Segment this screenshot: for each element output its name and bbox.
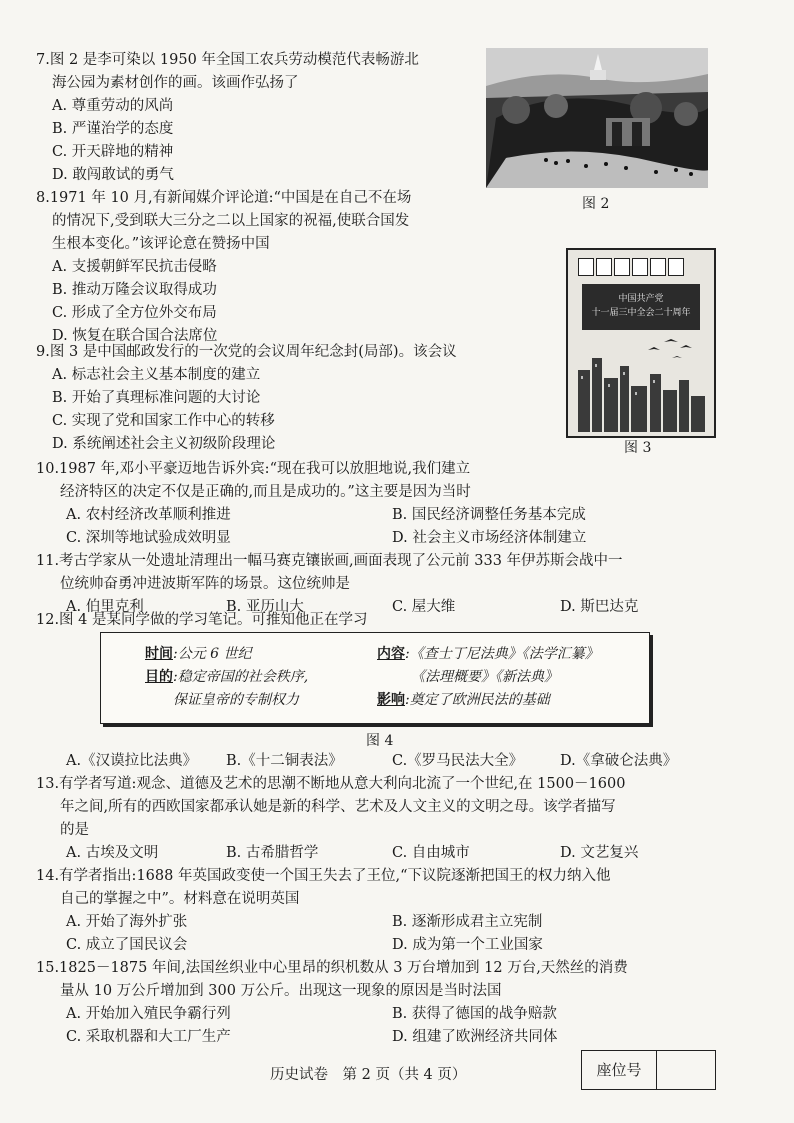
q10-option-c: C. 深圳等地试验成效明显: [66, 530, 231, 546]
q10-option-d: D. 社会主义市场经济体制建立: [392, 530, 587, 546]
q11-stem-line2: 位统帅奋勇冲进波斯军阵的场景。这位统帅是: [60, 576, 350, 592]
note-purpose-value-1: :稳定帝国的社会秩序,: [173, 669, 309, 685]
figure-3-caption: 图 3: [624, 440, 652, 456]
note-content: [377, 643, 599, 665]
q8-stem-line3: 生根本变化。”该评论意在赞扬中国: [52, 236, 270, 252]
q8-option-d: D. 恢复在联合国合法席位: [52, 328, 218, 344]
q9-option-c: C. 实现了党和国家工作中心的转移: [52, 413, 275, 429]
q9-option-b: B. 开始了真理标准问题的大讨论: [52, 390, 261, 406]
q10-stem-line1: 10.1987 年,邓小平豪迈地告诉外宾:“现在我可以放胆地说,我们建立: [36, 461, 471, 477]
q14-stem-line2: 自己的掌握之中”。材料意在说明英国: [60, 891, 300, 907]
q8-stem-line2: 的情况下,受到联大三分之二以上国家的祝福,使联合国发: [52, 213, 410, 229]
q7-option-c: C. 开天辟地的精神: [52, 144, 174, 160]
q14-option-b: B. 逐渐形成君主立宪制: [392, 914, 543, 930]
figure-4-study-note: [100, 632, 650, 724]
seat-number-box: [581, 1050, 716, 1090]
figure-4-caption: 图 4: [366, 733, 394, 749]
q7-option-b: B. 严谨治学的态度: [52, 121, 174, 137]
q15-stem-line1: 15.1825－1875 年间,法国丝织业中心里昂的织机数从 3 万台增加到 12 万台,天然丝的消费: [36, 960, 628, 976]
q15-option-c: C. 采取机器和大工厂生产: [66, 1029, 231, 1045]
q11-option-b: B. 亚历山大: [226, 599, 304, 615]
q13-stem-line3: 的是: [60, 822, 89, 838]
q14-option-c: C. 成立了国民议会: [66, 937, 188, 953]
q12-stem-line1: 12.图 4 是某同学做的学习笔记。可推知他正在学习: [36, 612, 368, 628]
banner-line-1: 中国共产党: [618, 294, 664, 304]
q7-option-a: A. 尊重劳动的风尚: [52, 98, 174, 114]
note-purpose: [145, 666, 308, 688]
note-purpose-label: 目的: [145, 669, 173, 685]
note-purpose-line2: 保证皇帝的专制权力: [173, 692, 299, 708]
q13-option-b: B. 古希腊哲学: [226, 845, 319, 861]
q8-option-c: C. 形成了全方位外交布局: [52, 305, 217, 321]
q12-option-b: B.《十二铜表法》: [226, 753, 343, 769]
q11-stem-line1: 11.考古学家从一处遗址清理出一幅马赛克镶嵌画,画面表现了公元前 333 年伊苏斯会战中一: [36, 553, 623, 569]
figure-2-caption: 图 2: [582, 196, 610, 212]
q11-option-a: A. 伯里克利: [66, 599, 144, 615]
q13-option-a: A. 古埃及文明: [66, 845, 159, 861]
note-time: [145, 643, 252, 665]
page-footer: 历史试卷 第 2 页（共 4 页）: [270, 1067, 467, 1083]
q13-option-d: D. 文艺复兴: [560, 845, 639, 861]
q9-option-a: A. 标志社会主义基本制度的建立: [52, 367, 261, 383]
banner-line-2: 十一届三中全会二十周年: [591, 308, 691, 318]
q13-stem-line2: 年之间,所有的西欧国家都承认她是新的科学、艺术及人文主义的文明之母。该学者描写: [60, 799, 616, 815]
note-content-line2: 《法理概要》《新法典》: [411, 669, 558, 685]
q12-option-a: A.《汉谟拉比法典》: [66, 753, 198, 769]
q15-option-d: D. 组建了欧洲经济共同体: [392, 1029, 558, 1045]
city-skyline-illustration: [568, 250, 714, 436]
q11-option-d: D. 斯巴达克: [560, 599, 639, 615]
q15-stem-line2: 量从 10 万公斤增加到 300 万公斤。出现这一现象的原因是当时法国: [60, 983, 502, 999]
figure-2-painting: [486, 48, 708, 188]
q10-option-b: B. 国民经济调整任务基本完成: [392, 507, 586, 523]
note-content-label: 内容: [377, 646, 405, 662]
q14-stem-line1: 14.有学者指出:1688 年英国政变使一个国王失去了王位,“下议院逐渐把国王的权力纳入他: [36, 868, 611, 884]
q9-stem-line1: 9.图 3 是中国邮政发行的一次党的会议周年纪念封(局部)。该会议: [36, 344, 457, 360]
note-time-label: 时间: [145, 646, 173, 662]
q15-option-b: B. 获得了德国的战争赔款: [392, 1006, 557, 1022]
q11-option-c: C. 屋大维: [392, 599, 456, 615]
seat-number-label: 座位号: [582, 1051, 657, 1089]
q7-stem-line2: 海公园为素材创作的画。该画作弘扬了: [52, 75, 299, 91]
figure-3-commemorative-cover: [566, 248, 716, 438]
q9-option-d: D. 系统阐述社会主义初级阶段理论: [52, 436, 276, 452]
q7-stem-line1: 7.图 2 是李可染以 1950 年全国工农兵劳动模范代表畅游北: [36, 52, 419, 68]
q8-option-a: A. 支援朝鲜军民抗击侵略: [52, 259, 217, 275]
q8-stem-line1: 8.1971 年 10 月,有新闻媒介评论道:“中国是在自己不在场: [36, 190, 412, 206]
q14-option-a: A. 开始了海外扩张: [66, 914, 188, 930]
q13-option-c: C. 自由城市: [392, 845, 470, 861]
q15-option-a: A. 开始加入殖民争霸行列: [66, 1006, 231, 1022]
q8-option-b: B. 推动万隆会议取得成功: [52, 282, 217, 298]
note-impact-label: 影响: [377, 692, 405, 708]
q12-option-d: D.《拿破仑法典》: [560, 753, 678, 769]
q7-option-d: D. 敢闯敢试的勇气: [52, 167, 174, 183]
q10-stem-line2: 经济特区的决定不仅是正确的,而且是成功的。”这主要是因为当时: [60, 484, 471, 500]
q14-option-d: D. 成为第一个工业国家: [392, 937, 543, 953]
q10-option-a: A. 农村经济改革顺利推进: [66, 507, 231, 523]
note-impact: [377, 689, 550, 711]
note-time-value: :公元 6 世纪: [173, 646, 252, 662]
q13-stem-line1: 13.有学者写道:观念、道德及艺术的思潮不断地从意大利向北流了一个世纪,在 1500－1600: [36, 776, 626, 792]
note-impact-value: :奠定了欧洲民法的基础: [405, 692, 550, 708]
park-painting-illustration: [486, 48, 708, 188]
q12-option-c: C.《罗马民法大全》: [392, 753, 524, 769]
note-content-value-1: :《查士丁尼法典》《法学汇纂》: [405, 646, 599, 662]
